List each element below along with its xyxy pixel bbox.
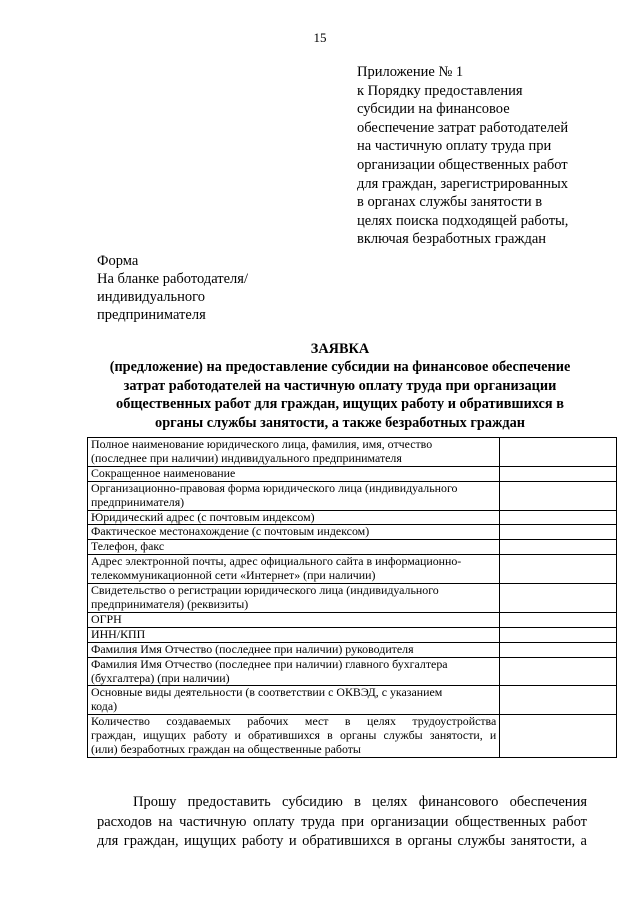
field-label-cell <box>88 438 500 467</box>
form-line: На бланке работодателя/ <box>97 271 248 287</box>
field-label-line: предпринимателя) <box>91 494 185 509</box>
field-value-cell[interactable] <box>500 642 617 657</box>
field-label-cell <box>88 657 500 686</box>
appendix-line: целях поиска подходящей работы, <box>357 212 569 229</box>
request-paragraph <box>97 793 587 852</box>
form-line: Форма <box>97 253 139 269</box>
appendix-line: субсидии на финансовое <box>357 101 510 118</box>
field-label-line: Телефон, факс <box>91 539 165 554</box>
field-label-line: Фактическое местонахождение (с почтовым индексом) <box>91 524 370 539</box>
table-row <box>88 584 617 613</box>
field-label-line: предпринимателя) (реквизиты) <box>91 596 249 611</box>
field-value-cell[interactable] <box>500 555 617 584</box>
field-label-cell <box>88 555 500 584</box>
table-row <box>88 510 617 525</box>
paragraph-line: Прошу предоставить субсидию в целях финансового обеспечения <box>133 794 587 810</box>
field-value-cell[interactable] <box>500 438 617 467</box>
heading-line: (предложение) на предоставление субсидии на финансовое обеспечение <box>109 359 571 376</box>
field-value-cell[interactable] <box>500 466 617 481</box>
field-value-cell[interactable] <box>500 627 617 642</box>
field-label-line: (или) безработных граждан на общественные работы <box>91 742 361 757</box>
heading-line: общественных работ для граждан, ищущих работу и обратившихся в <box>116 396 564 413</box>
field-label-line: Адрес электронной почты, адрес официального сайта в информационно- <box>91 554 462 569</box>
field-label-line: Свидетельство о регистрации юридического лица (индивидуального <box>91 583 439 598</box>
field-label-cell <box>88 715 500 758</box>
field-value-cell[interactable] <box>500 612 617 627</box>
table-row <box>88 612 617 627</box>
heading-line: затрат работодателей на частичную оплату труда при организации <box>123 377 557 394</box>
field-label-line: (последнее при наличии) индивидуального предпринимателя <box>91 450 402 465</box>
appendix-line: Приложение № 1 <box>357 64 464 80</box>
field-label-line: граждан, ищущих работу и обратившихся в органы службы занятости, и <box>91 728 497 743</box>
field-label-line: (бухгалтера) (при наличии) <box>91 670 230 685</box>
field-label-cell <box>88 627 500 642</box>
field-label-cell <box>88 510 500 525</box>
table-row <box>88 642 617 657</box>
appendix-line: для граждан, зарегистрированных <box>357 175 569 192</box>
table-row <box>88 686 617 715</box>
table-row <box>88 715 617 758</box>
field-label-cell <box>88 540 500 555</box>
field-value-cell[interactable] <box>500 525 617 540</box>
field-label-cell <box>88 642 500 657</box>
field-label-line: кода) <box>91 699 118 714</box>
appendix-line: на частичную оплату труда при <box>357 138 552 155</box>
table-row <box>88 438 617 467</box>
field-label-cell <box>88 481 500 510</box>
table-row <box>88 466 617 481</box>
field-value-cell[interactable] <box>500 540 617 555</box>
table-row <box>88 555 617 584</box>
table-row <box>88 627 617 642</box>
table-row <box>88 481 617 510</box>
table-row <box>88 525 617 540</box>
form-line: индивидуального <box>97 289 205 305</box>
document-heading <box>70 340 610 432</box>
field-label-line: Юридический адрес (с почтовым индексом) <box>91 509 315 524</box>
field-label-cell <box>88 466 500 481</box>
field-value-cell[interactable] <box>500 510 617 525</box>
field-value-cell[interactable] <box>500 715 617 758</box>
field-label-cell <box>88 525 500 540</box>
paragraph-line: расходов на частичную оплату труда при организации общественных работ <box>97 813 587 830</box>
appendix-block <box>357 63 627 249</box>
field-label-line: Организационно-правовая форма юридического лица (индивидуального <box>91 480 458 495</box>
field-label-cell <box>88 612 500 627</box>
appendix-line: в органах службы занятости в <box>357 194 543 211</box>
page-number: 15 <box>313 30 327 45</box>
appendix-line: обеспечение затрат работодателей <box>357 119 569 136</box>
field-label-line: ОГРН <box>91 611 122 626</box>
appendix-line: включая безработных граждан <box>357 231 547 248</box>
heading-line: органы службы занятости, а также безработных граждан <box>155 414 525 431</box>
paragraph-line: для граждан, ищущих работу и обратившихся в органы службы занятости, а <box>97 833 587 849</box>
appendix-line: организации общественных работ <box>357 156 568 173</box>
field-label-line: ИНН/КПП <box>91 626 146 641</box>
field-value-cell[interactable] <box>500 481 617 510</box>
field-label-line: Количество создаваемых рабочих мест в целях трудоустройства <box>91 714 497 729</box>
form-block <box>97 252 248 324</box>
field-label-line: Фамилия Имя Отчество (последнее при наличии) руководителя <box>91 641 414 656</box>
field-label-cell <box>88 686 500 715</box>
document-title: ЗАЯВКА <box>310 341 370 357</box>
field-label-cell <box>88 584 500 613</box>
field-label-line: телекоммуникационной сети «Интернет» (при наличии) <box>91 568 376 583</box>
table-row <box>88 540 617 555</box>
field-value-cell[interactable] <box>500 584 617 613</box>
table-row <box>88 657 617 686</box>
field-value-cell[interactable] <box>500 657 617 686</box>
field-label-line: Основные виды деятельности (в соответствии с ОКВЭД, с указанием <box>91 685 443 700</box>
field-label-line: Полное наименование юридического лица, фамилия, имя, отчество <box>91 437 433 451</box>
appendix-line: к Порядку предоставления <box>357 82 523 99</box>
form-line: предпринимателя <box>97 307 206 323</box>
application-table <box>87 437 617 758</box>
field-value-cell[interactable] <box>500 686 617 715</box>
field-label-line: Фамилия Имя Отчество (последнее при наличии) главного бухгалтера <box>91 656 448 671</box>
field-label-line: Сокращенное наименование <box>91 465 236 480</box>
